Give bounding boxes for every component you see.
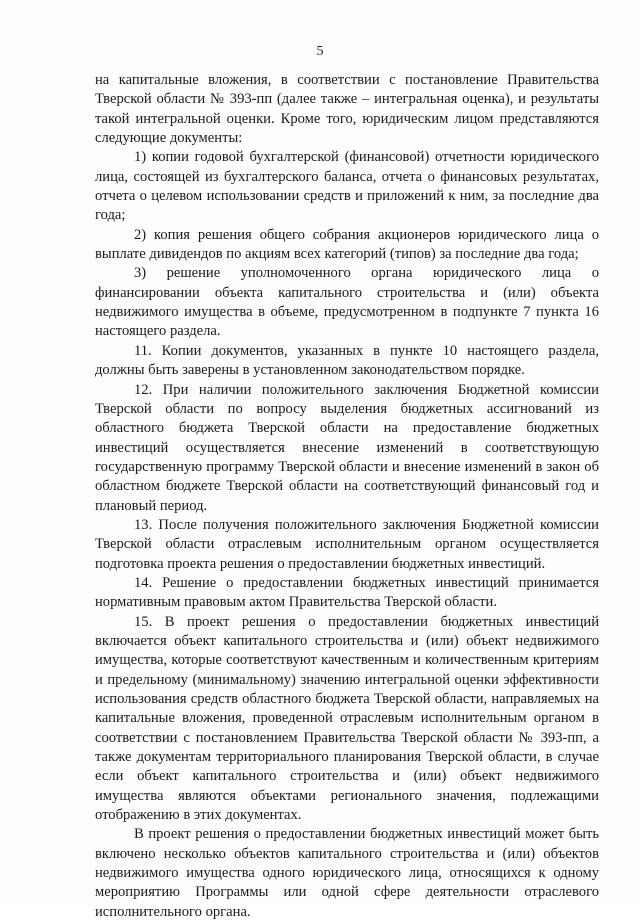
paragraph-clause-15-continued: В проект решения о предоставлении бюджетных инвестиций может быть включено несколько объектов капитального строительства и (или) объектов недвижимого имущества одного юридического лица, относящихся к одному мероприятию Программы или одной сфере деятельности отраслевого исполнительного органа.: [95, 826, 599, 920]
paragraph-clause-11: 11. Копии документов, указанных в пункте 10 настоящего раздела, должны быть заверены в установленном законодательством порядке.: [95, 342, 599, 379]
paragraph-clause-14: 14. Решение о предоставлении бюджетных инвестиций принимается нормативным правовым актом Правительства Тверской области.: [95, 574, 599, 611]
paragraph-clause-15: 15. В проект решения о предоставлении бюджетных инвестиций включается объект капитального строительства и (или) объект недвижимого имущества, которые соответствуют качественным и количественным критериям и предельному (минимальному) значению интегральной оценки эффективности использования средств областного бюджета Тверской области, направляемых на капитальные вложения, проведенной отраслевым исполнительным органом в соответствии с постановлением Правительства Тверской области № 393-пп, а также документам территориального планирования Тверской области, в случае если объект капитального строительства и (или) объект недвижимого имущества являются объектами регионального значения, подлежащими отображению в этих документах.: [95, 613, 599, 824]
document-body: [95, 71, 599, 922]
page-number: 5: [316, 44, 324, 59]
paragraph-clause-13: 13. После получения положительного заключения Бюджетной комиссии Тверской области отраслевым исполнительным органом осуществляется подготовка проекта решения о предоставлении бюджетных инвестиций.: [95, 516, 599, 572]
paragraph-item-1: 1) копии годовой бухгалтерской (финансовой) отчетности юридического лица, состоящей из бухгалтерского баланса, отчета о финансовых результатах, отчета о целевом использовании средств и приложений к ним, за последние два года;: [95, 149, 599, 224]
paragraph-item-3: 3) решение уполномоченного органа юридического лица о финансировании объекта капитального строительства и (или) объекта недвижимого имущества в объеме, предусмотренном в подпункте 7 пункта 16 настоящего раздела.: [95, 265, 599, 340]
paragraph-continuation: на капитальные вложения, в соответствии с постановление Правительства Тверской области № 393-пп (далее также – интегральная оценка), и результаты такой интегральной оценки. Кроме того, юридическим лицом представляются следующие документы:: [95, 72, 599, 147]
paragraph-item-2: 2) копия решения общего собрания акционеров юридического лица о выплате дивидендов по акциям всех категорий (типов) за последние два года;: [95, 226, 599, 263]
paragraph-clause-12: 12. При наличии положительного заключения Бюджетной комиссии Тверской области по вопросу выделения бюджетных ассигнований из областного бюджета Тверской области на предоставление бюджетных инвестиций осуществляется внесение изменений в соответствующую государственную программу Тверской области и внесение изменений в закон об областном бюджете Тверской области на соответствующий финансовый год и плановый период.: [95, 381, 599, 514]
